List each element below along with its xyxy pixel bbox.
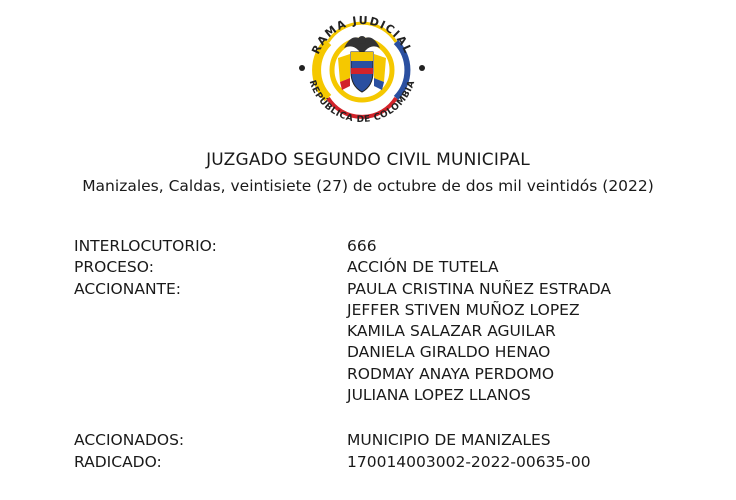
accionante-name: JULIANA LOPEZ LLANOS [347, 386, 531, 405]
svg-text:REPÚBLICA DE COLOMBIA: REPÚBLICA DE COLOMBIA [306, 79, 418, 126]
accionante-name: PAULA CRISTINA NUÑEZ ESTRADA [347, 279, 611, 298]
accionante-name: JEFFER STIVEN MUÑOZ LOPEZ [347, 300, 580, 319]
field-label: RADICADO: [74, 452, 162, 471]
field-accionante [74, 279, 714, 407]
field-proceso [74, 257, 714, 278]
accionante-name: KAMILA SALAZAR AGUILAR [347, 322, 556, 341]
court-name: JUZGADO SEGUNDO CIVIL MUNICIPAL [206, 150, 530, 170]
field-interlocutorio [74, 236, 714, 257]
accionante-name: RODMAY ANAYA PERDOMO [347, 364, 555, 383]
field-label: INTERLOCUTORIO: [74, 237, 217, 255]
field-value: 170014003002-2022-00635-00 [347, 452, 591, 471]
accionante-name: DANIELA GIRALDO HENAO [347, 343, 551, 362]
svg-text:RAMA JUDICIAL: RAMA JUDICIAL [309, 13, 415, 57]
rama-judicial-seal [288, 2, 436, 138]
field-label: PROCESO: [74, 258, 154, 277]
spacer [74, 406, 714, 430]
city-date-line: Manizales, Caldas, veintisiete (27) de octubre de dos mil veintidós (2022) [82, 177, 654, 195]
field-accionados [74, 430, 714, 451]
field-value: ACCIÓN DE TUTELA [347, 258, 499, 277]
field-value: 666 [347, 237, 377, 255]
seal-emblem-icon [288, 2, 436, 138]
field-label: ACCIONADOS: [74, 431, 185, 450]
case-details [74, 236, 714, 473]
field-label: ACCIONANTE: [74, 279, 182, 298]
field-value: MUNICIPIO DE MANIZALES [347, 431, 551, 450]
field-radicado [74, 452, 714, 473]
